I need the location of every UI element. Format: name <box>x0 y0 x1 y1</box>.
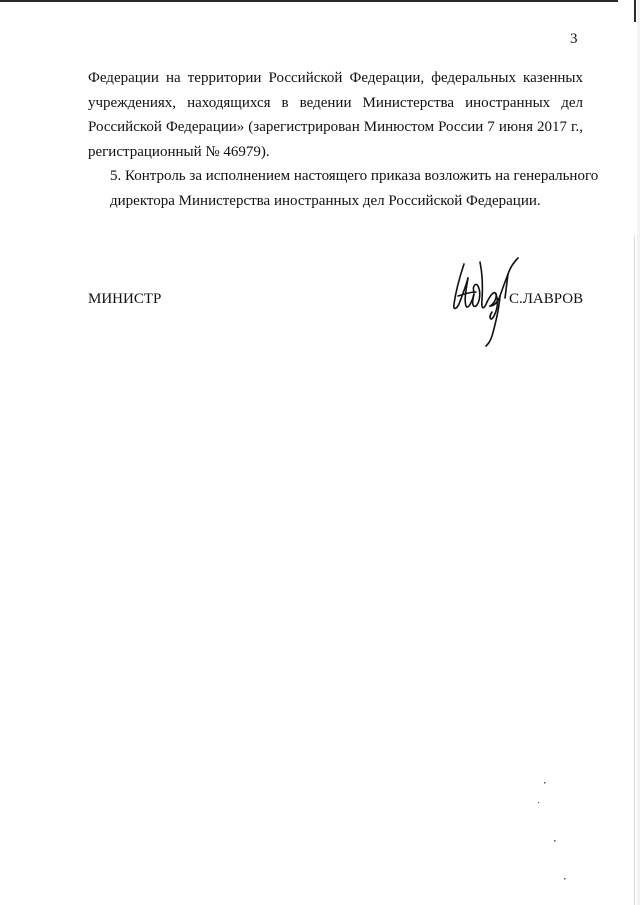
text-line: директора Министерства иностранных дел Российской Федерации. <box>110 192 541 209</box>
page-number: 3 <box>570 31 578 47</box>
text-line: регистрационный № 46979). <box>88 143 270 160</box>
signatory-position: МИНИСТР <box>88 291 162 307</box>
scan-top-edge <box>0 0 618 2</box>
scan-dust-specks <box>520 770 580 890</box>
scan-right-edge-mark <box>634 0 636 22</box>
text-line: учреждениях, находящихся в ведении Министерства иностранных дел <box>88 94 583 111</box>
paragraph-item-5 <box>88 164 599 213</box>
text-line: Федерации на территории Российской Федерации, федеральных казенных <box>88 70 583 86</box>
scan-right-edge-shadow <box>634 235 635 905</box>
signature-block <box>88 252 588 352</box>
text-line: 5. Контроль за исполнением настоящего приказа возложить на генерального <box>110 168 599 184</box>
document-body <box>88 66 599 213</box>
paragraph-continued <box>88 66 583 164</box>
text-line: Российской Федерации» (зарегистрирован Минюстом России 7 июня 2017 г., <box>88 119 583 135</box>
signatory-name: С.ЛАВРОВ <box>509 291 584 307</box>
